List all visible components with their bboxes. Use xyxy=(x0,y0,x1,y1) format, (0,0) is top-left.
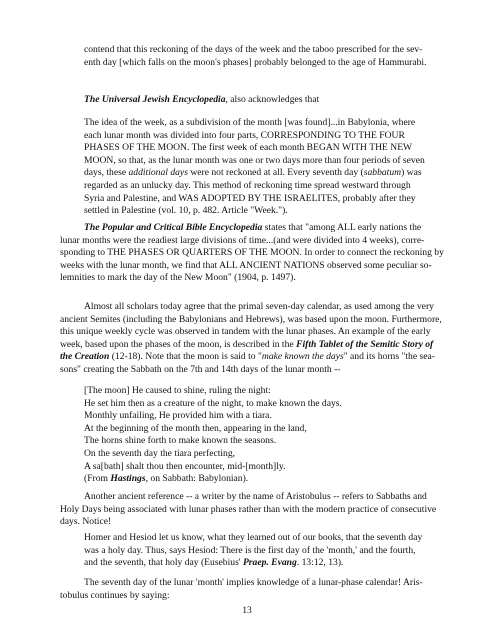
text-line: Another ancient reference -- a writer by the name of Aristobulus -- refers to Sabbaths and xyxy=(84,491,427,502)
text-line: A sa[bath] shalt thou then encounter, mid-[month]ly. xyxy=(84,460,286,472)
text-line xyxy=(84,167,434,180)
text-span: , on Sabbath: Babylonian). xyxy=(145,473,249,485)
text-line: Almost all scholars today agree that the primal seven-day calendar, as used among the very xyxy=(84,301,434,312)
text-span: (12-18). Note that the moon is said to " xyxy=(109,351,262,363)
body-paragraph-scholars xyxy=(60,301,440,377)
author-name: Hastings xyxy=(110,473,146,485)
text-span: and the seventh, that holy day (Eusebius' xyxy=(84,557,243,569)
text-line: The horns shine forth to make known the seasons. xyxy=(84,435,277,447)
text-line: The idea of the week, as a subdivision of the month [was found]...in Babylonia, where xyxy=(84,117,416,128)
text-line: He set him then as a creature of the night, to make known the days. xyxy=(84,397,342,409)
text-span: were not reckoned at all. Every seventh day ( xyxy=(187,167,364,179)
italic-span: additional days xyxy=(128,167,188,179)
text-line xyxy=(60,339,440,352)
text-line: regarded as an unlucky day. This method of reckoning time spread westward through xyxy=(84,179,411,191)
quote-paragraph-hammurabi xyxy=(84,44,434,69)
book-title: Praep. Evang xyxy=(242,557,297,569)
text-line xyxy=(84,473,434,486)
text-span: " and its horns "the sea- xyxy=(343,351,435,363)
quote-creation-tablet xyxy=(84,385,434,486)
italic-span: make known the days xyxy=(261,351,344,363)
text-span: . 13:12, 13). xyxy=(296,557,344,569)
text-line: settled in Palestine (vol. 10, p. 482. Article "Week."). xyxy=(84,205,288,217)
text-line: lemnities to mark the day of the New Moon" (1904, p. 1497). xyxy=(60,272,296,284)
text-span: , also acknowledges that xyxy=(225,94,320,105)
text-line: MOON, so that, as the lunar month was one or two days more than four periods of seven xyxy=(84,154,425,166)
quote-paragraph-week-subdivision xyxy=(84,117,434,218)
book-title: The Universal Jewish Encyclopedia xyxy=(84,94,226,105)
quote-homer-hesiod xyxy=(84,532,434,570)
text-line: days. Notice! xyxy=(60,516,112,528)
text-line: Syria and Palestine, and WAS ADOPTED BY THE ISRAELITES, probably after they xyxy=(84,192,416,204)
italic-span: sabbatum xyxy=(363,167,402,179)
text-line: each lunar month was divided into four parts, CORRESPONDING TO THE FOUR xyxy=(84,129,405,141)
intro-universal-jewish-encyclopedia xyxy=(84,94,434,107)
body-paragraph-bible-encyclopedia xyxy=(60,222,444,285)
text-line: sponding to THE PHASES OR QUARTERS OF THE MOON. In order to connect the reckoning by xyxy=(60,247,444,259)
book-title: the Creation xyxy=(60,351,110,363)
text-line: this unique weekly cycle was observed in tandem with the lunar phases. An example of the early xyxy=(60,326,431,338)
text-span: states that "among ALL early nations the xyxy=(262,222,422,233)
text-line xyxy=(60,222,440,235)
text-span: days, these xyxy=(84,167,129,179)
text-line xyxy=(84,557,434,570)
page-number: 13 xyxy=(242,605,252,616)
text-line: Homer and Hesiod let us know, what they learned out of our books, that the seventh day xyxy=(84,532,423,543)
text-line: Holy Days being associated with lunar phases rather than with the modern practice of consecutive xyxy=(60,503,437,515)
text-line: lunar months were the readiest large divisions of time...(and were divided into 4 weeks), corre- xyxy=(60,234,425,246)
text-line: The seventh day of the lunar 'month' implies knowledge of a lunar-phase calendar! Aris- xyxy=(84,577,423,588)
text-span: (From xyxy=(84,473,111,485)
text-span: week, based upon the phases of the moon, is described in the xyxy=(60,338,297,350)
text-line: was a holy day. Thus, says Hesiod: There is the first day of the 'month,' and the fourth, xyxy=(84,544,416,556)
body-paragraph-aristobulus xyxy=(60,491,440,529)
text-line: enth day [which falls on the moon's phases] probably belonged to the age of Hammurabi. xyxy=(84,56,427,68)
text-span: ) was xyxy=(401,167,422,179)
body-paragraph-lunar-month xyxy=(60,577,440,602)
book-title: The Popular and Critical Bible Encyclopedia xyxy=(84,222,263,233)
text-line xyxy=(84,94,434,107)
text-line: contend that this reckoning of the days of the week and the taboo prescribed for the sev- xyxy=(84,44,423,55)
text-line: ancient Semites (including the Babylonians and Hebrews), was based upon the moon. Furthermore, xyxy=(60,313,442,325)
text-line: sons" creating the Sabbath on the 7th and 14th days of the lunar month -- xyxy=(60,363,341,375)
text-line: At the beginning of the month then, appearing in the land, xyxy=(84,422,307,434)
text-line: [The moon] He caused to shine, ruling the night: xyxy=(84,385,271,396)
text-line: PHASES OF THE MOON. The first week of each month BEGAN WITH THE NEW xyxy=(84,142,413,154)
text-line xyxy=(60,351,440,364)
text-line: On the seventh day the tiara perfecting, xyxy=(84,447,236,459)
book-title: Fifth Tablet of the Semitic Story of xyxy=(296,338,434,350)
text-line: weeks with the lunar month, we find that ALL ANCIENT NATIONS observed some peculiar so- xyxy=(60,259,432,271)
text-line: Monthly unfailing, He provided him with a tiara. xyxy=(84,410,272,422)
text-line: tobulus continues by saying: xyxy=(60,589,170,601)
